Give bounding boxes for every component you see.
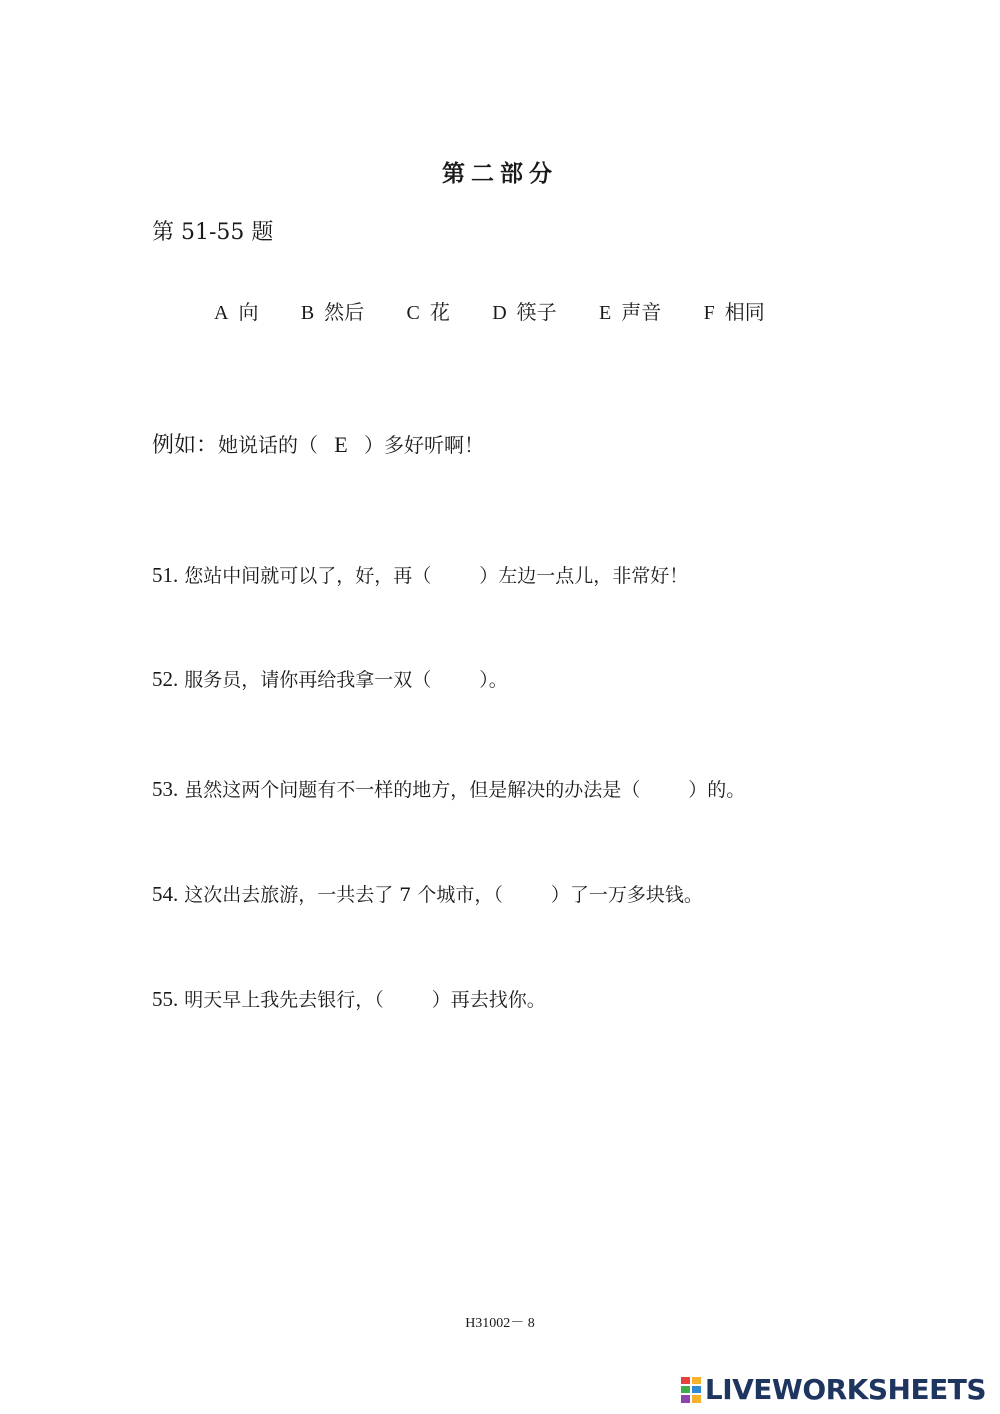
question-54 bbox=[152, 880, 703, 907]
example-lead: 例如： bbox=[152, 433, 219, 458]
question-text-before: 您站中间就可以了，好，再（ bbox=[184, 565, 432, 587]
question-55 bbox=[152, 985, 546, 1012]
section-label: 第 51-55 题 bbox=[152, 220, 274, 245]
example-text-after: ）多好听啊！ bbox=[364, 433, 485, 457]
question-text-before: 虽然这两个问题有不一样的地方，但是解决的办法是（ bbox=[184, 779, 641, 801]
logo-text: LIVEWORKSHEETS bbox=[704, 1373, 986, 1406]
question-text-after: ）的。 bbox=[688, 779, 746, 801]
option-word: 然后 bbox=[324, 300, 365, 324]
option-word: 筷子 bbox=[516, 300, 557, 324]
option-letter: B bbox=[300, 302, 315, 324]
question-number: 55. bbox=[152, 987, 179, 1011]
question-text-after: ）再去找你。 bbox=[431, 989, 546, 1011]
example-answer: E bbox=[334, 432, 348, 457]
question-text-after: ）。 bbox=[479, 669, 508, 691]
option-letter: F bbox=[703, 302, 715, 324]
question-number: 52. bbox=[152, 667, 179, 691]
question-text-after: ）了一万多块钱。 bbox=[550, 884, 703, 906]
option-d bbox=[492, 296, 556, 325]
page-footer: H31002－ 8 bbox=[465, 1316, 535, 1331]
word-options bbox=[214, 296, 801, 325]
example-sentence bbox=[152, 428, 484, 459]
question-number: 53. bbox=[152, 777, 179, 801]
question-53 bbox=[152, 775, 745, 802]
option-letter: E bbox=[599, 302, 612, 324]
option-letter: C bbox=[406, 302, 420, 324]
option-b bbox=[301, 296, 364, 325]
example-text-before: 她说话的（ bbox=[218, 433, 319, 457]
question-text-after: ）左边一点儿，非常好！ bbox=[479, 565, 689, 587]
option-word: 向 bbox=[238, 300, 259, 324]
option-e bbox=[599, 296, 661, 325]
option-a bbox=[214, 296, 258, 325]
question-text-before: 明天早上我先去银行，（ bbox=[184, 989, 384, 1011]
option-word: 声音 bbox=[621, 300, 662, 324]
logo-icon bbox=[681, 1377, 701, 1403]
question-text-before: 这次出去旅游，一共去了 7 个城市，（ bbox=[184, 884, 503, 906]
option-f bbox=[704, 296, 765, 325]
option-c bbox=[407, 296, 450, 325]
question-number: 54. bbox=[152, 882, 179, 906]
page-title: 第二部分 bbox=[442, 160, 558, 187]
question-number: 51. bbox=[152, 563, 179, 587]
option-word: 花 bbox=[429, 300, 450, 324]
option-word: 相同 bbox=[724, 300, 765, 324]
question-51 bbox=[152, 561, 688, 588]
option-letter: A bbox=[214, 302, 229, 324]
question-text-before: 服务员，请你再给我拿一双（ bbox=[184, 669, 432, 691]
option-letter: D bbox=[492, 302, 507, 324]
liveworksheets-logo bbox=[681, 1373, 986, 1406]
question-52 bbox=[152, 665, 508, 692]
